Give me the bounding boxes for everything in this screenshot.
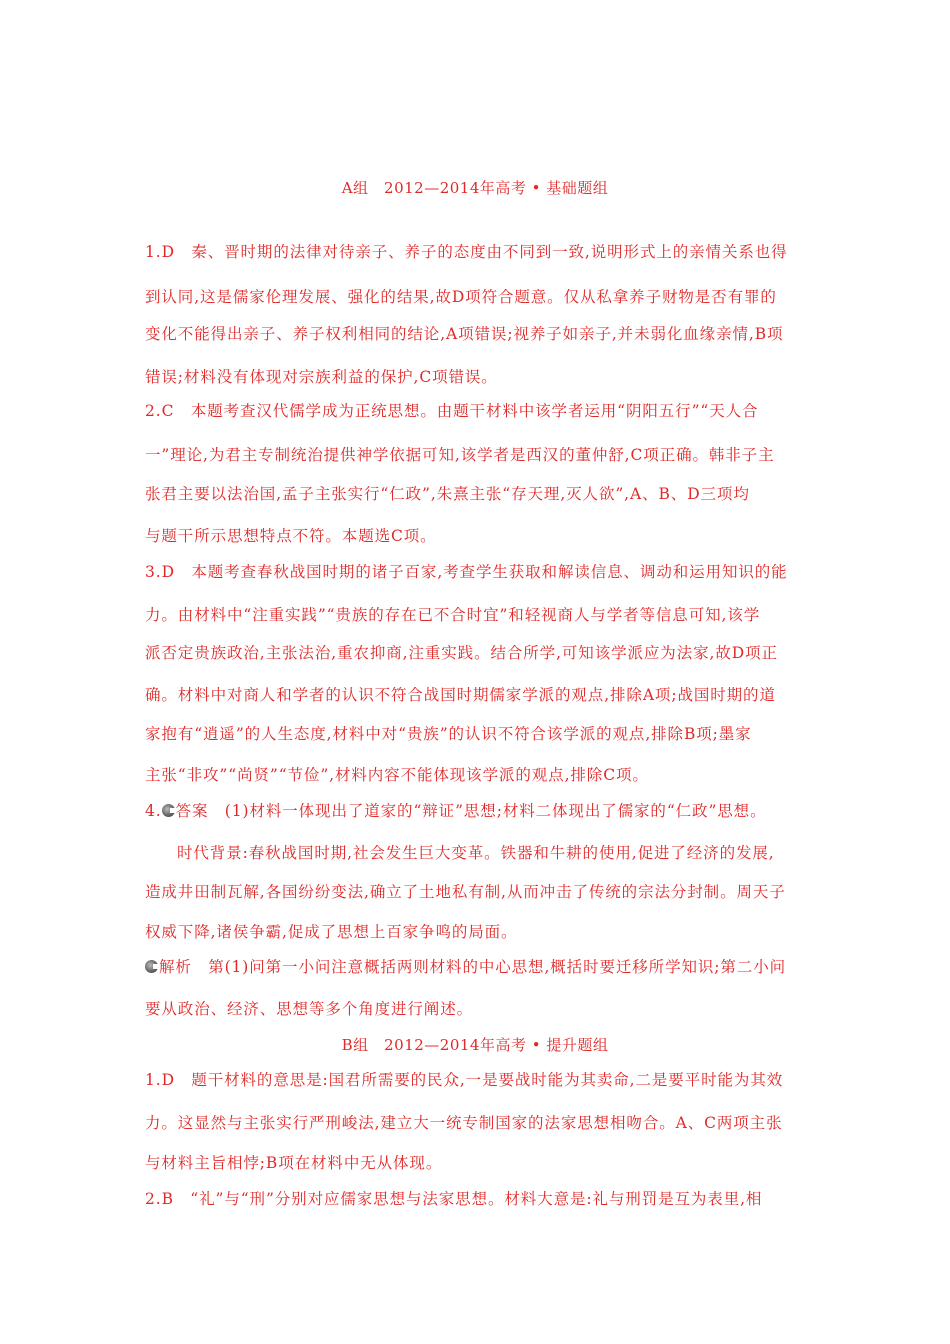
a-q2-line: 一”理论,为君主专制统治提供神学依据可知,该学者是西汉的董仲舒,C项正确。韩非子主 (145, 446, 775, 464)
section-b-heading: B组 2012—2014年高考 • 提升题组 (341, 1036, 609, 1054)
a-q3-line: 派否定贵族政治,主张法治,重农抑商,注重实践。结合所学,可知该学派应为法家,故D项正 (145, 644, 778, 662)
a-q4-number: 4. (145, 802, 162, 820)
a-q3-line: 确。材料中对商人和学者的认识不符合战国时期儒家学派的观点,排除A项;战国时期的道 (145, 686, 776, 704)
a-q2-line: 与题干所示思想特点不符。本题选C项。 (145, 527, 437, 545)
a-q3-line: 3.D 本题考查春秋战国时期的诸子百家,考查学生获取和解读信息、调动和运用知识的能 (145, 563, 788, 581)
a-q4-answer-text: 答案 (1)材料一体现出了道家的“辩证”思想;材料二体现出了儒家的“仁政”思想。 (175, 802, 767, 820)
a-q4-answer-line: 时代背景:春秋战国时期,社会发生巨大变革。铁器和牛耕的使用,促进了经济的发展, (177, 844, 775, 862)
a-q2-line: 2.C 本题考查汉代儒学成为正统思想。由题干材料中该学者运用“阴阳五行”“天人合 (145, 402, 759, 420)
a-q3-line: 力。由材料中“注重实践”“贵族的存在已不合时宜”和轻视商人与学者等信息可知,该学 (145, 606, 761, 624)
a-q1-line: 1.D 秦、晋时期的法律对待亲子、养子的态度由不同到一致,说明形式上的亲情关系也得 (145, 243, 788, 261)
a-q4-analysis-line (145, 955, 786, 977)
a-q4-answer-line (145, 799, 766, 821)
a-q2-line: 张君主要以法治国,孟子主张实行“仁政”,朱熹主张“存天理,灭人欲”,A、B、D三项均 (145, 485, 750, 503)
a-q4-analysis-text: 解析 第(1)问第一小问注意概括两则材料的中心思想,概括时要迁移所学知识;第二小问 (159, 958, 787, 976)
a-q4-analysis-line: 要从政治、经济、思想等多个角度进行阐述。 (145, 1000, 474, 1018)
a-q3-line: 家抱有“逍遥”的人生态度,材料中对“贵族”的认识不符合该学派的观点,排除B项;墨家 (145, 725, 752, 743)
b-q1-line: 与材料主旨相悖;B项在材料中无从体现。 (145, 1154, 443, 1172)
a-q3-line: 主张“非攻”“尚贤”“节俭”,材料内容不能体现该学派的观点,排除C项。 (145, 766, 649, 784)
b-q1-line: 1.D 题干材料的意思是:国君所需要的民众,一是要战时能为其卖命,二是要平时能为其效 (145, 1071, 784, 1089)
b-q1-line: 力。这显然与主张实行严刑峻法,建立大一统专制国家的法家思想相吻合。A、C两项主张 (145, 1114, 783, 1132)
a-q1-line: 变化不能得出亲子、养子权利相同的结论,A项错误;视养子如亲子,并未弱化血缘亲情,B项 (145, 325, 784, 343)
section-a-heading: A组 2012—2014年高考 • 基础题组 (341, 179, 609, 197)
a-q1-line: 到认同,这是儒家伦理发展、强化的结果,故D项符合题意。仅从私拿养子财物是否有罪的 (145, 288, 777, 306)
a-q4-answer-line: 权威下降,诸侯争霸,促成了思想上百家争鸣的局面。 (145, 923, 518, 941)
a-q1-line: 错误;材料没有体现对宗族利益的保护,C项错误。 (145, 368, 498, 386)
answer-marker-icon (162, 804, 175, 817)
b-q2-line: 2.B “礼”与“刑”分别对应儒家思想与法家思想。材料大意是:礼与刑罚是互为表里,相 (145, 1190, 763, 1208)
a-q4-answer-line: 造成井田制瓦解,各国纷纷变法,确立了土地私有制,从而冲击了传统的宗法分封制。周天子 (145, 883, 786, 901)
analysis-marker-icon (145, 960, 158, 973)
